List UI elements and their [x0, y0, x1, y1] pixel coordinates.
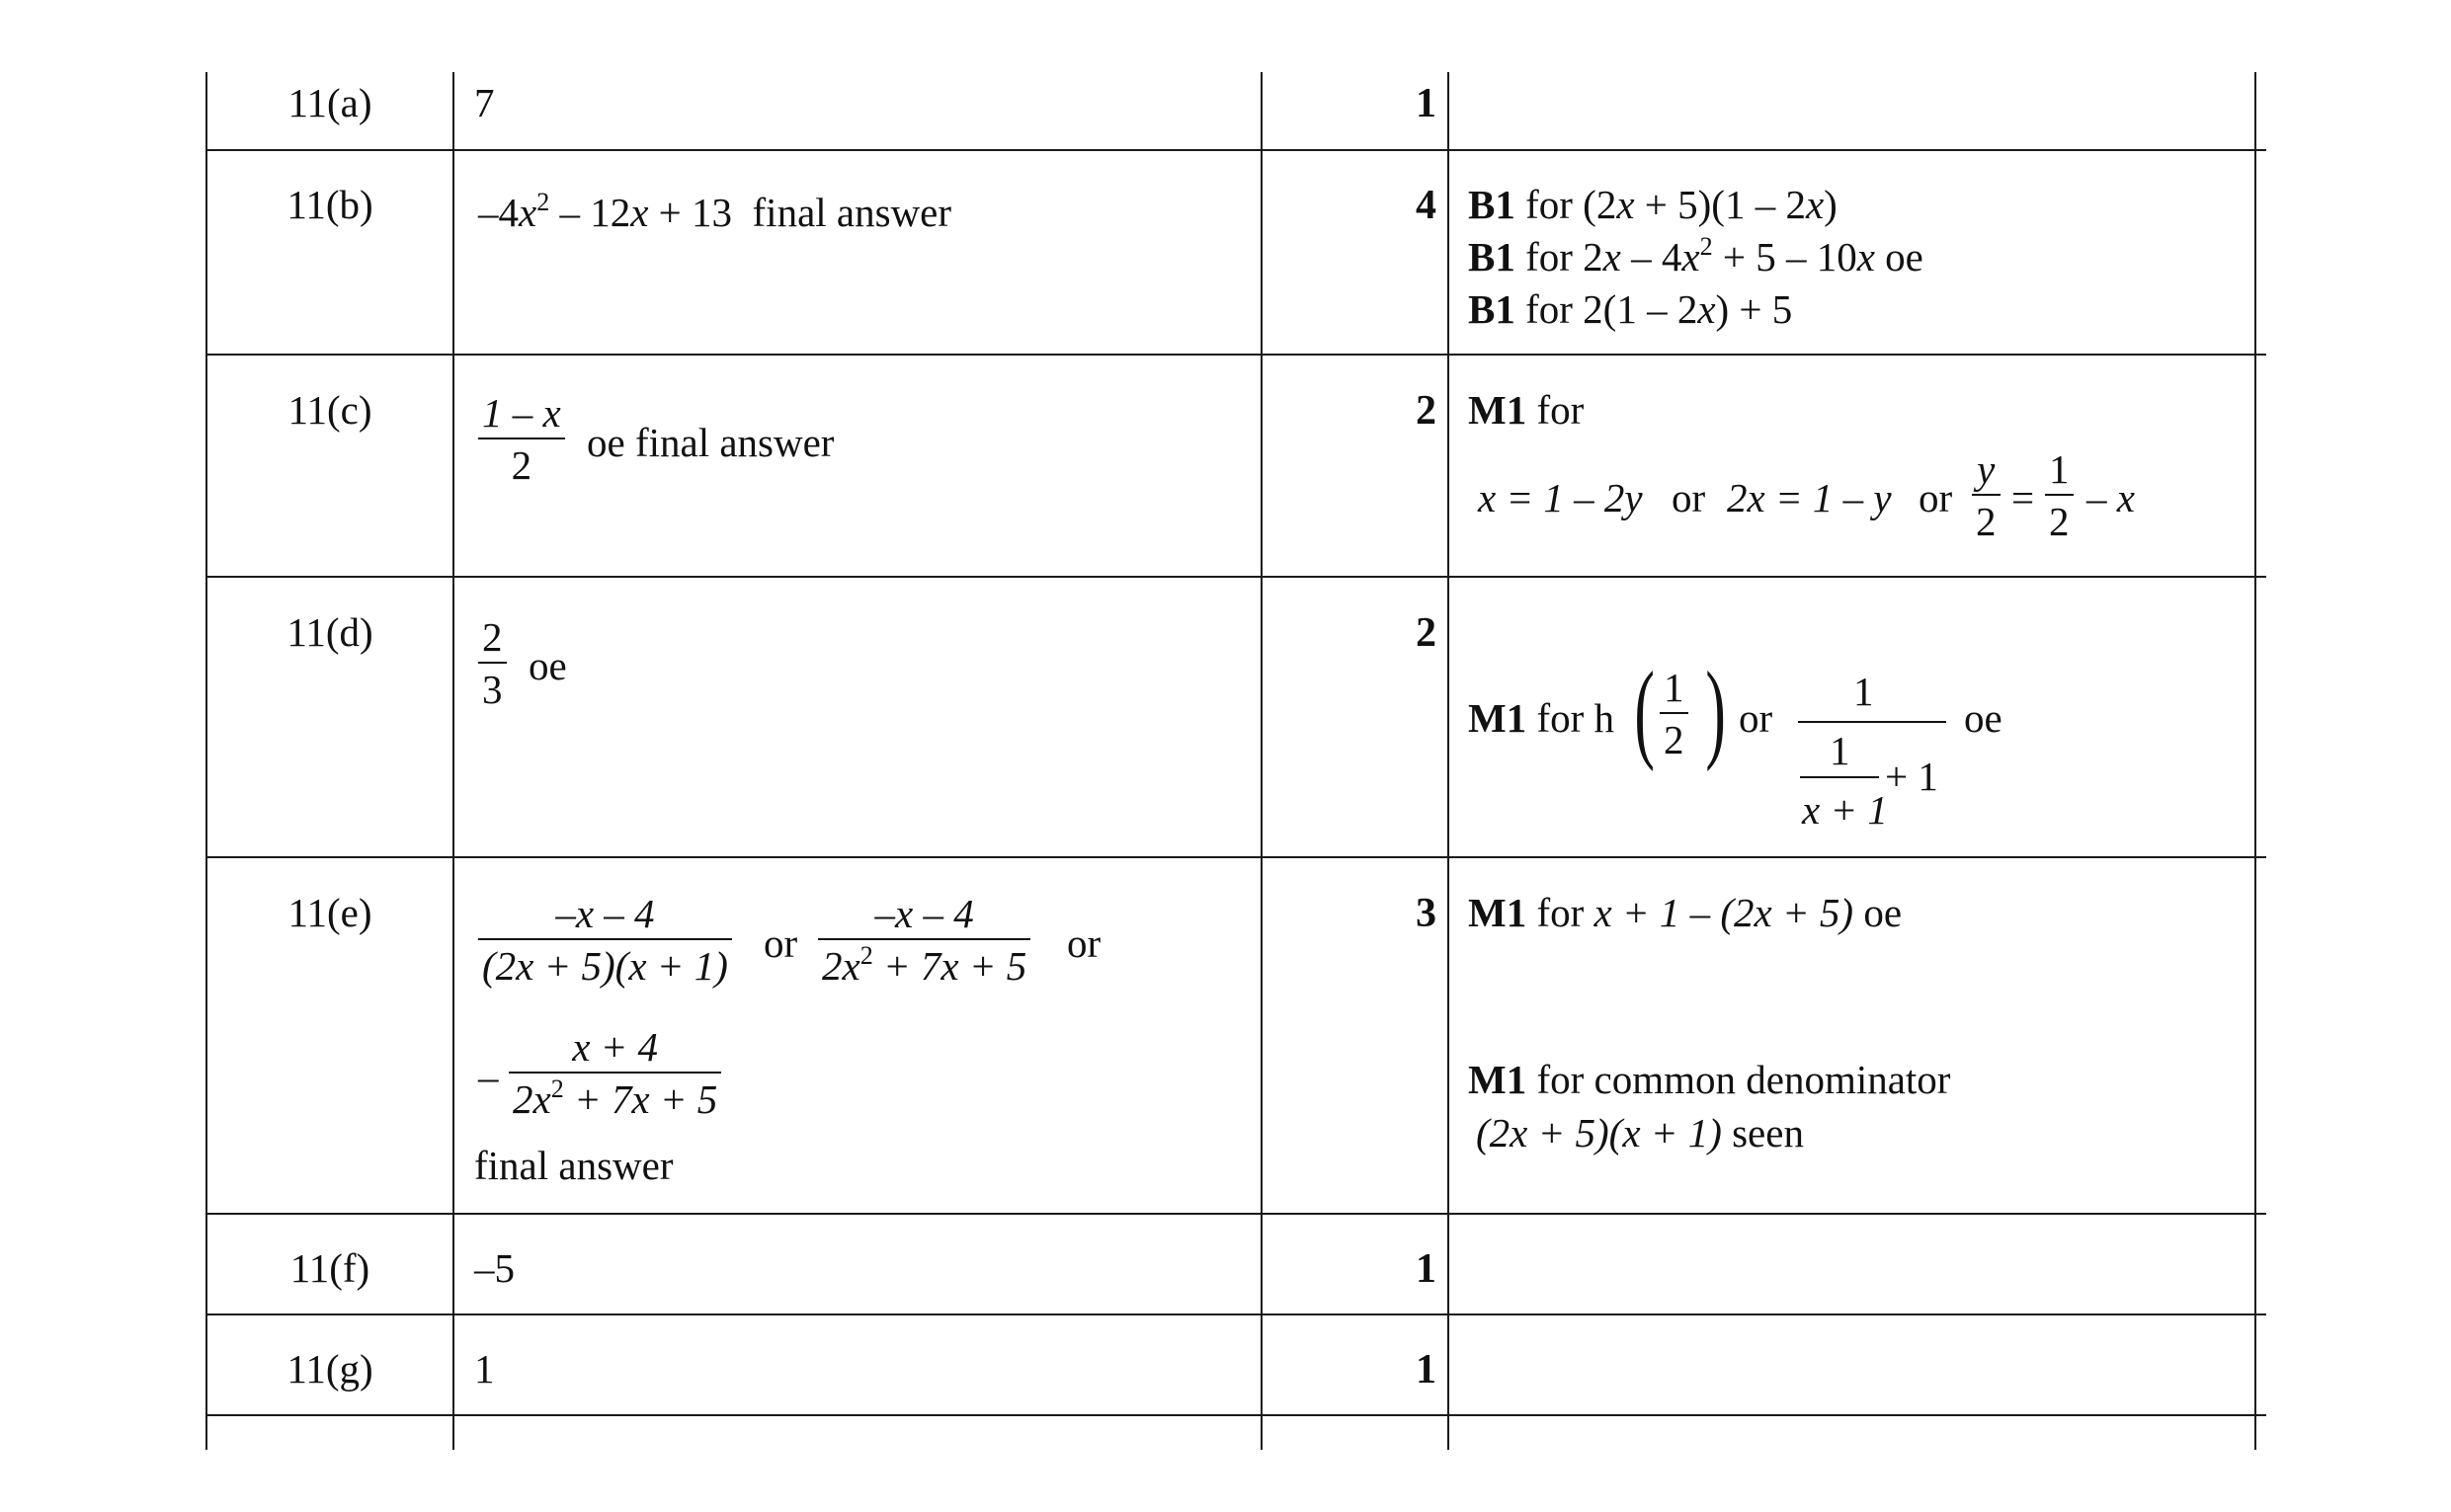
guidance-or: or — [1672, 475, 1706, 520]
answer-suffix: final answer — [474, 1143, 674, 1188]
mark-value: 2 — [1416, 388, 1436, 434]
question-number: 11(d) — [286, 609, 373, 655]
question-number: 11(a) — [287, 80, 372, 125]
complex-fraction-bar — [1798, 721, 1946, 723]
answer-text: 1 — [474, 1346, 495, 1392]
answer-text: 7 — [474, 80, 495, 125]
question-number: 11(b) — [286, 182, 373, 227]
question-number: 11(f) — [289, 1245, 370, 1291]
row-divider — [205, 576, 2266, 578]
answer-fraction: –x – 4 (2x + 5)(x + 1) — [478, 894, 732, 987]
inner-fraction-num: 1 — [1830, 728, 1850, 773]
answer-fraction: 2 3 — [478, 617, 507, 710]
row-divider — [205, 1414, 2266, 1416]
complex-fraction-top: 1 — [1853, 669, 1874, 714]
guidance-expression: 2x = 1 – y — [1727, 475, 1892, 520]
mark-value: 4 — [1416, 183, 1436, 228]
left-paren: ( — [1634, 650, 1655, 772]
guidance-fraction: 1 2 — [2045, 449, 2074, 542]
answer-suffix: oe — [529, 643, 567, 688]
guidance-note: B1 for 2(1 – 2x) + 5 — [1468, 286, 1793, 332]
question-number: 11(e) — [287, 890, 372, 935]
row-divider — [205, 149, 2266, 151]
guidance-fraction: y 2 — [1972, 449, 2001, 542]
col-divider-marks — [1447, 72, 1449, 1450]
guidance-equals: = — [2011, 475, 2035, 520]
guidance-note: (2x + 5)(x + 1) seen — [1476, 1110, 1804, 1155]
inner-fraction-bar — [1800, 776, 1879, 778]
col-divider-left — [205, 72, 207, 1450]
answer-fraction: 1 – x 2 — [478, 393, 565, 486]
complex-fraction-plus: + 1 — [1885, 754, 1938, 799]
guidance-oe: oe — [1964, 695, 2002, 741]
answer-fraction: –x – 4 $2x^2 + 7x + 5$ — [818, 894, 1030, 987]
answer-suffix: oe final answer — [587, 420, 835, 465]
guidance-expression: – x — [2086, 475, 2135, 520]
mark-value: 3 — [1416, 891, 1436, 936]
row-divider — [205, 354, 2266, 356]
question-number: 11(g) — [286, 1346, 373, 1392]
col-divider-right — [2254, 72, 2256, 1450]
answer-minus: – — [478, 1054, 499, 1099]
question-number: 11(c) — [287, 387, 372, 433]
mark-value: 1 — [1416, 1246, 1436, 1292]
mark-value: 2 — [1416, 610, 1436, 656]
answer-or: or — [764, 920, 798, 966]
answer-fraction: x + 4 $2x^2 + 7x + 5$ — [509, 1027, 721, 1120]
guidance-fraction: 1 2 — [1660, 668, 1688, 760]
guidance-note: M1 for h — [1468, 695, 1615, 741]
answer-or: or — [1067, 920, 1102, 966]
right-paren: ) — [1705, 650, 1726, 772]
guidance-expression: x = 1 – 2y — [1478, 475, 1643, 520]
guidance-note: B1 for $2x - 4x^2 + 5 - 10x$ oe — [1468, 232, 1923, 279]
col-divider-answer — [1261, 72, 1263, 1450]
col-divider-question — [452, 72, 454, 1450]
mark-value: 1 — [1416, 81, 1436, 126]
inner-fraction-den: x + 1 — [1802, 787, 1888, 833]
guidance-note: B1 for (2x + 5)(1 – 2x) — [1468, 182, 1838, 227]
row-divider — [205, 1313, 2266, 1315]
guidance-or: or — [1739, 695, 1773, 741]
guidance-note: M1 for — [1468, 387, 1585, 433]
guidance-note: M1 for x + 1 – (2x + 5) oe — [1468, 890, 1903, 935]
row-divider — [205, 1213, 2266, 1215]
mark-value: 1 — [1416, 1347, 1436, 1393]
row-divider — [205, 856, 2266, 858]
guidance-or: or — [1919, 475, 1953, 520]
answer-expression: $-4x^2 - 12x + 13$ final answer — [478, 188, 952, 235]
answer-text: –5 — [474, 1245, 515, 1291]
guidance-note: M1 for common denominator — [1468, 1057, 1951, 1102]
